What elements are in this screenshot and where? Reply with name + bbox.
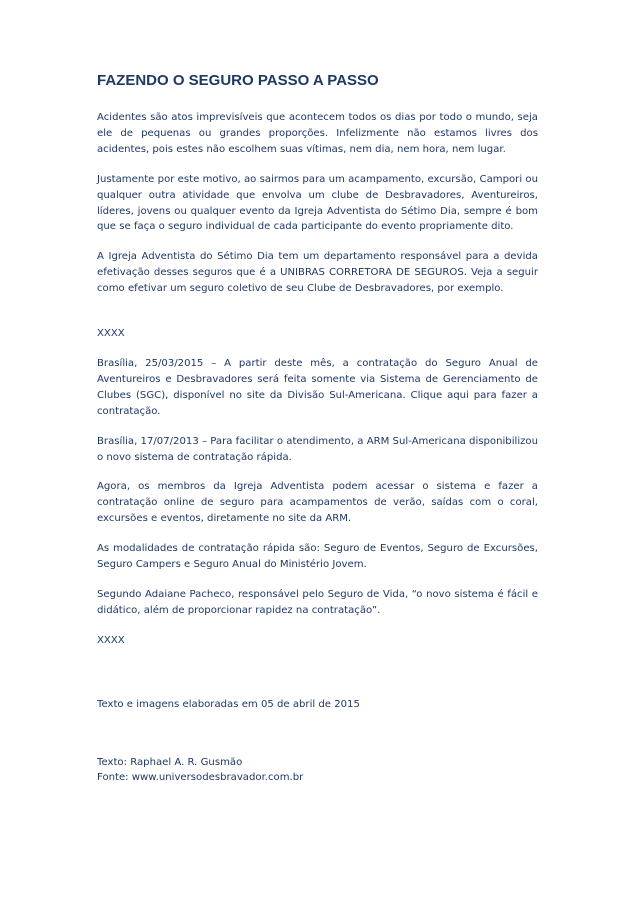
news-paragraph-modalities: As modalidades de contratação rápida são: Seguro de Eventos, Seguro de Excursões, Seguro Campers e Seguro Anual do Ministério Jovem.	[97, 543, 538, 571]
spacer	[97, 727, 538, 755]
news-paragraph-arm-system: Brasília, 17/07/2013 – Para facilitar o atendimento, a ARM Sul-Americana disponibilizou o novo sistema de contratação rápida.	[97, 435, 538, 463]
paragraph-unibras: A Igreja Adventista do Sétimo Dia tem um departamento responsável para a devida efetivação desses seguros que é a UNIBRAS CORRETORA DE SEGUROS. Veja a seguir como efetivar um seguro coletivo de seu Clube de Desbravadores, por exemplo.	[97, 251, 538, 295]
separator-bottom: XXXX	[97, 634, 125, 646]
news-paragraph-sgc: Brasília, 25/03/2015 – A partir deste mês, a contratação do Seguro Anual de Aventureiros e Desbravadores será feita somente via Sistema de Gerenciamento de Clubes (SGC), disponível no site da Divisão Sul-Americana. Clique aqui para fazer a contratação.	[97, 357, 538, 417]
separator-top: XXXX	[97, 328, 125, 340]
news-paragraph-quote: Segundo Adaiane Pacheco, responsável pelo Seguro de Vida, “o novo sistema é fácil e didático, além de proporcionar rapidez na contratação”.	[97, 588, 538, 616]
document-title: FAZENDO O SEGURO PASSO A PASSO	[97, 72, 379, 89]
paragraph-motivation: Justamente por este motivo, ao sairmos para um acampamento, excursão, Campori ou qualquer outra atividade que envolva um clube de Desbravadores, Aventureiros, líderes, jovens ou qualquer evento da Igreja Adventista do Sétimo Dia, sempre é bom que se faça o seguro individual de cada participante do evento propriamente dito.	[97, 173, 538, 233]
spacer	[97, 311, 538, 326]
credit-author: Texto: Raphael A. R. Gusmão	[97, 756, 243, 768]
news-paragraph-online-contracting: Agora, os membros da Igreja Adventista podem acessar o sistema e fazer a contratação online de seguro para acampamentos de verão, saídas com o coral, excursões e eventos, diretamente no site da ARM.	[97, 481, 538, 525]
credit-source: Fonte: www.universodesbravador.com.br	[97, 772, 304, 784]
spacer	[97, 663, 538, 697]
paragraph-intro: Acidentes são atos imprevisíveis que acontecem todos os dias por todo o mundo, seja ele de pequenas ou grandes proporções. Infelizmente não estamos livres dos acidentes, pois estes não escolhem suas vítimas, nem dia, nem hora, nem lugar.	[97, 112, 538, 155]
document-page	[97, 72, 538, 786]
footer-note: Texto e imagens elaboradas em 05 de abril de 2015	[97, 698, 360, 710]
